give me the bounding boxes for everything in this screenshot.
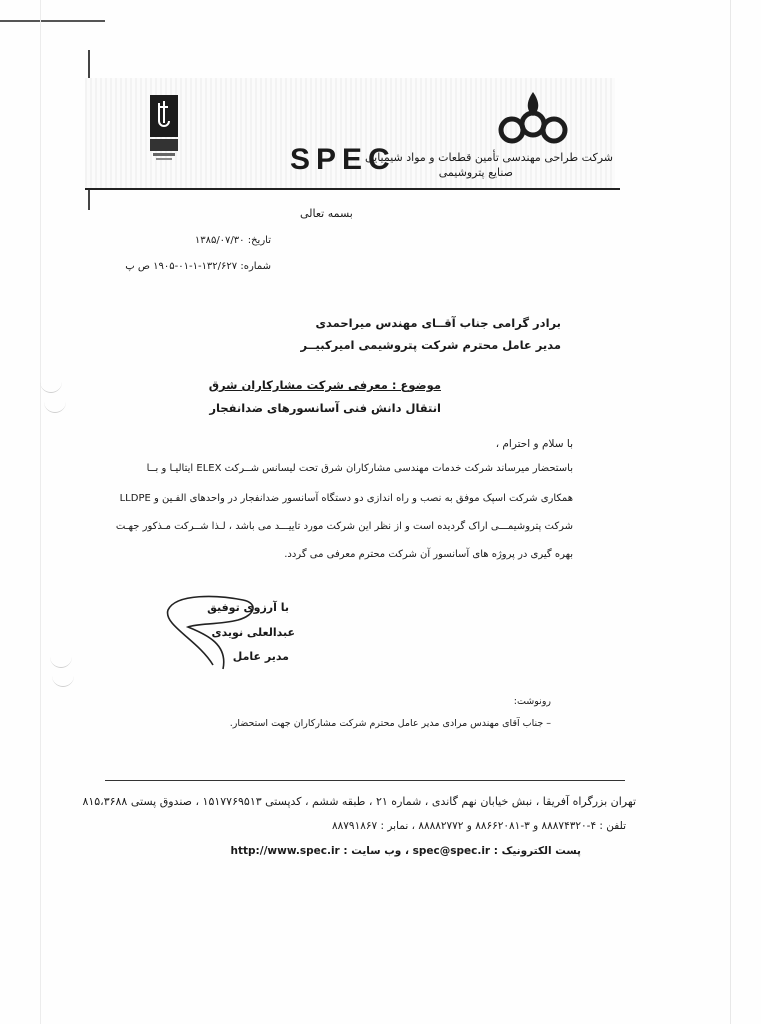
cc-label: رونوشت: [513,696,551,707]
footer-web: پست الکترونیک : spec@spec.ir ، وب سایت : http://www.spec.ir [230,845,581,857]
scan-edge-left [40,0,41,1024]
letter-number: شماره: ۱۳۲/۶۲۷-۱-۰۱-۱۹۰۵ ص پ [125,261,271,272]
cc-line: – جناب آقای مهندس مرادی مدیر عامل محترم شرکت مشارکاران جهت استحضار. [229,718,551,729]
recipient-line2: مدیر عامل محترم شرکت پتروشیمی امیرکبیــر [300,338,561,352]
punch-hole [44,400,66,413]
body-line: باستحضار میرساند شرکت خدمات مهندسی مشارکاران شرق تحت لیسانس شــرکت ELEX ایتالیـا و بــا [146,463,573,474]
subject-line1: موضوع : معرفی شرکت مشارکاران شرق [208,378,441,392]
letterhead-rule [85,188,620,190]
scan-edge-top [0,20,105,22]
punch-hole [40,380,62,393]
brand-wordmark: SPEC [290,143,396,176]
closing: با آرزوی توفیق [207,601,289,614]
binding-mark [88,50,90,80]
footer-address: تهران بزرگراه آفریقا ، نبش خیابان نهم گاندی ، شماره ۲۱ ، طبقه ششم ، کدپستی ۱۵۱۷۷۶۹۵۱۳ ، صندوق پستی ۸۱۵،۳۶۸۸ [82,795,636,808]
company-name-line1: شرکت طراحی مهندسی تأمین قطعات و مواد شیمیایی [364,151,613,164]
recipient-line1: برادر گرامی جناب آقــای مهندس میراحمدی [315,316,561,330]
signer-title: مدیر عامل [232,650,289,663]
body-line: بهره گیری در پروژه های آسانسور آن شرکت محترم معرفی می گردد. [284,549,573,560]
footer-phones: تلفن : ۴-۸۸۸۷۴۳۲۰ و ۳-۸۸۶۶۲۰۸۱ و ۸۸۸۸۲۷۷۲ ، نمابر : ۸۸۷۹۱۸۶۷ [332,820,626,832]
body-line: شرکت پتروشیمـــی اراک گردیده است و از نظر این شرکت مورد تاییـــد می باشد ، لـذا شــرکت مـذکور جهـت [115,521,573,532]
footer-rule [105,780,625,781]
subject-line2: انتقال دانش فنی آسانسورهای ضدانفجار [209,401,441,415]
petrochemical-logo-icon [498,90,568,152]
punch-hole [52,674,74,687]
signer-name: عبدالعلی نویدی [211,626,295,639]
punch-hole [50,655,72,668]
binding-mark [88,190,90,210]
emblem-icon [150,95,178,167]
greeting: با سلام و احترام ، [495,438,573,450]
bismillah: بسمه تعالی [300,207,353,220]
body-line: همکاری شرکت اسپک موفق به نصب و راه اندازی دو دستگاه آسانسور ضدانفجار در واحدهای الفـین و LLDPE [119,493,573,504]
scan-edge-right [730,0,731,1024]
letter-date: تاریخ: ۱۳۸۵/۰۷/۳۰ [194,235,271,246]
company-name-line2: صنایع پتروشیمی [438,166,513,179]
